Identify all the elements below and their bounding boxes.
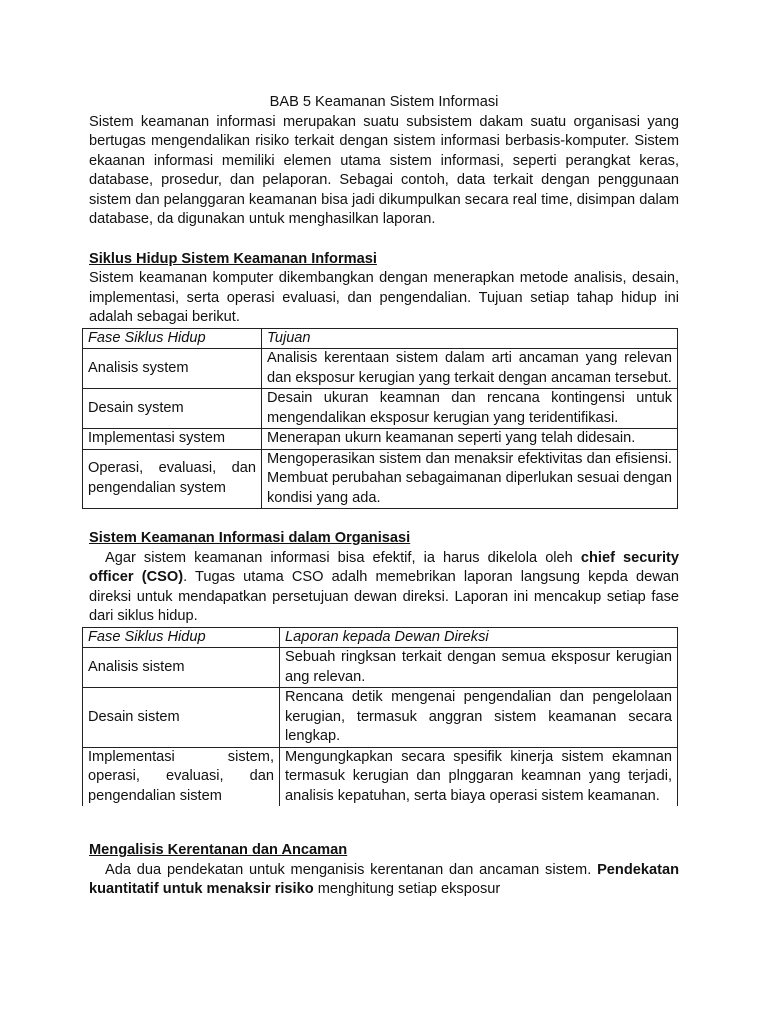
table-row [83, 429, 678, 450]
section3-heading: Mengalisis Kerentanan dan Ancaman [89, 842, 348, 858]
section2-paragraph [89, 549, 679, 627]
intro-paragraph: Sistem keamanan informasi merupakan suatu subsistem dakam suatu organisasi yang bertugas mengendalikan risiko terkait dengan sistem informasi berbasis-komputer. Sistem ekaanan informasi memiliki elemen utama sistem informasi, seperti perangkat keras, database, prosedur, dan pelaporan. Sebagai contoh, data terkait dengan penggunaan sistem dan pelanggaran keamanan bisa jadi dikumpulkan secara real time, disimpan dalam database, da digunakan untuk menghasilkan laporan. [89, 113, 679, 227]
section2-heading: Sistem Keamanan Informasi dalam Organisasi [89, 530, 411, 546]
section3-text-before: Ada dua pendekatan untuk menganisis kerentanan dan ancaman sistem. [105, 861, 598, 878]
table-cell-phase: Implementasi system [83, 429, 262, 450]
table-cell-purpose: Desain ukuran keamnan dan rencana kontingensi untuk mengendalikan eksposur kerugian yang teridentifikasi. [262, 389, 678, 429]
table-cell-report: Sebuah ringksan terkait dengan semua eksposur kerugian ang relevan. [280, 648, 678, 688]
table-cell-phase: Operasi, evaluasi, dan pengendalian system [83, 449, 262, 509]
section3-paragraph [89, 861, 679, 900]
table-cell-report: Mengungkapkan secara spesifik kinerja sistem ekamnan termasuk kerugian dan plnggaran keamnan yang terjadi, analisis kepatuhan, serta biaya operasi sistem keamanan. [280, 747, 678, 806]
table-row [83, 349, 678, 389]
table-header-row [83, 627, 678, 648]
table-cell-purpose: Mengoperasikan sistem dan menaksir efektivitas dan efisiensi. Membuat perubahan sebagaimanan diperlukan sesuai dengan kondisi yang ada. [262, 449, 678, 509]
table-row [83, 747, 678, 806]
table-row [83, 688, 678, 748]
table-cell-phase: Desain system [83, 389, 262, 429]
table-cell-phase: Analisis system [83, 349, 262, 389]
table-cell-phase: Desain sistem [83, 688, 280, 748]
table-cell-purpose: Analisis kerentaan sistem dalam arti ancaman yang relevan dan eksposur kerugian yang terkait dengan ancaman tersebut. [262, 349, 678, 389]
section1-heading: Siklus Hidup Sistem Keamanan Informasi [89, 250, 377, 267]
table-cell-purpose: Menerapan ukurn keamanan seperti yang telah didesain. [262, 429, 678, 450]
table-cell-phase: Implementasi sistem, operasi, evaluasi, dan pengendalian sistem [83, 747, 280, 806]
section1-paragraph: Sistem keamanan komputer dikembangkan dengan menerapkan metode analisis, desain, implementasi, serta operasi evaluasi, dan pengendalian. Tujuan setiap tahap hidup ini adalah sebagai berikut. [89, 270, 679, 325]
table-header-cell: Laporan kepada Dewan Direksi [280, 627, 678, 648]
section3-text-bold: Pendekatan kuantitatif untuk menaksir risiko [89, 861, 679, 897]
page-title: BAB 5 Keamanan Sistem Informasi [269, 94, 499, 110]
table-row [83, 449, 678, 509]
section3-text-after: menghitung setiap eksposur [313, 881, 501, 897]
table-cell-report: Rencana detik mengenai pengendalian dan pengelolaan kerugian, termasuk anggran sistem keamanan secara lengkap. [280, 688, 678, 748]
table-header-cell: Fase Siklus Hidup [83, 328, 262, 349]
table-row [83, 648, 678, 688]
section2-text-before: Agar sistem keamanan informasi bisa efektif, ia harus dikelola oleh [105, 549, 581, 566]
table-row [83, 389, 678, 429]
section2-text-after: . Tugas utama CSO adalh memebrikan laporan langsung kepda dewan direksi untuk mendapatkan persetujuan dewan direksi. Laporan ini mencakup setiap fase dari siklus hidup. [89, 569, 680, 624]
table-header-row [83, 328, 678, 349]
board-report-table [82, 627, 678, 807]
section2-text-bold: chief security officer (CSO) [89, 549, 679, 585]
table-header-cell: Fase Siklus Hidup [83, 627, 280, 648]
document-content [89, 93, 679, 900]
table-header-cell: Tujuan [262, 328, 678, 349]
table-cell-phase: Analisis sistem [83, 648, 280, 688]
lifecycle-purpose-table [82, 328, 678, 510]
